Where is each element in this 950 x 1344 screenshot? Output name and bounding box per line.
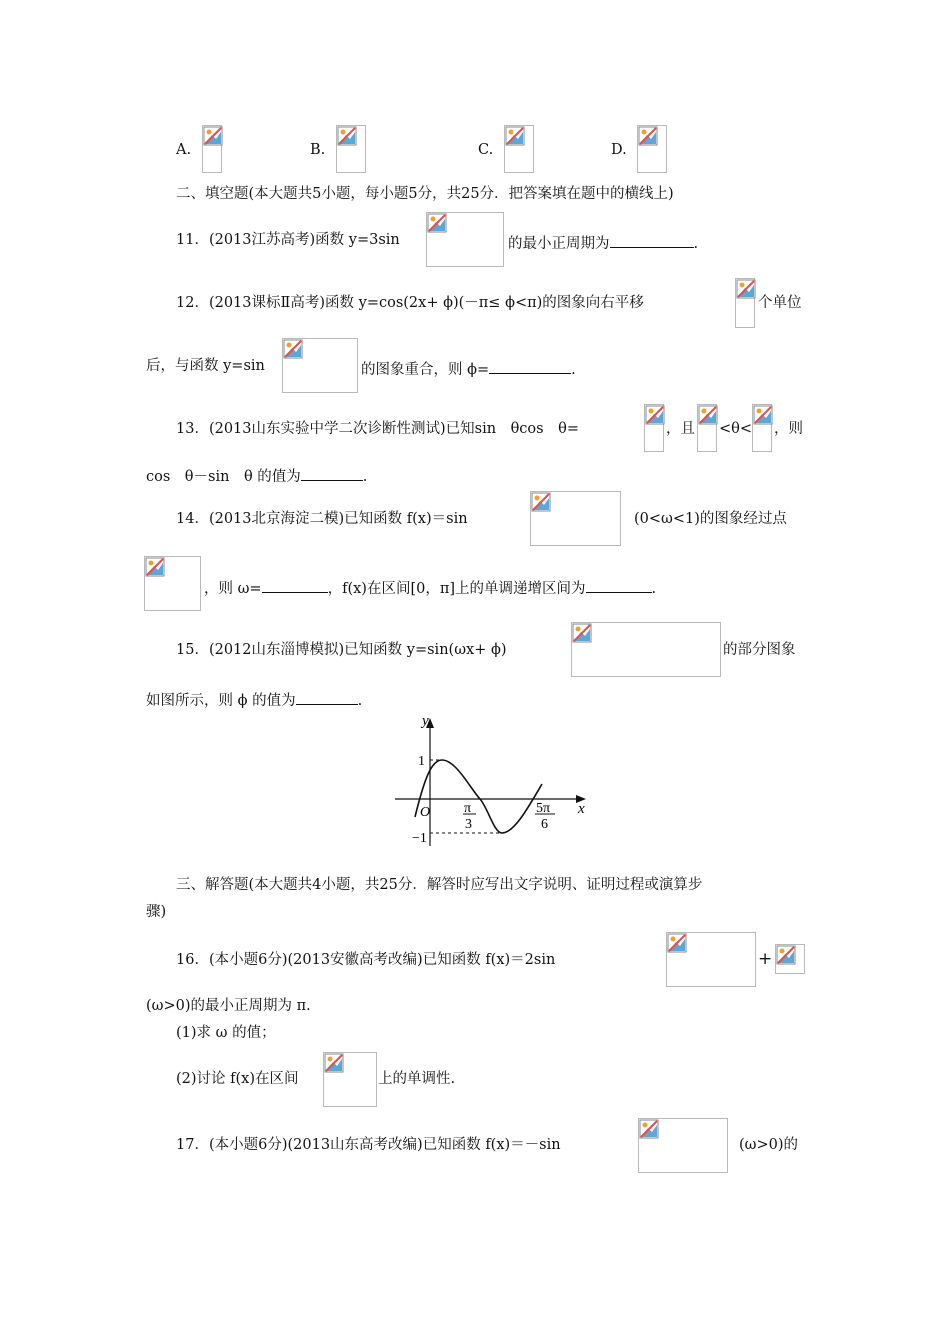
q16-line2: (ω>0)的最小正周期为 π. — [146, 998, 311, 1014]
q16-text: 16．(本小题6分)(2013安徽高考改编)已知函数 f(x)＝2sin — [176, 952, 556, 968]
q14-point-image — [144, 556, 201, 611]
broken-image-icon — [427, 213, 447, 233]
q15-text: 15．(2012山东淄博模拟)已知函数 y=sin(ωx+ ϕ) — [176, 642, 507, 658]
broken-image-icon — [145, 557, 165, 577]
q15-condition-image — [571, 622, 721, 677]
q12-tail: 个单位 — [758, 295, 802, 311]
broken-image-icon — [753, 405, 773, 425]
q12-text: 12．(2013课标Ⅱ高考)函数 y=cos(2x+ ϕ)(－π≤ ϕ<π)的图象向右平移 — [176, 295, 644, 311]
broken-image-icon — [736, 279, 756, 299]
section-3-header-cont: 骤) — [146, 904, 167, 920]
option-b-image — [336, 125, 366, 173]
broken-image-icon — [572, 623, 592, 643]
q13-mid1: ，且 — [666, 421, 695, 437]
tick-label-1: 1 — [418, 754, 425, 769]
option-a-label: A. — [176, 142, 192, 158]
q13-lower-bound-image — [697, 404, 717, 452]
q13-text: 13．(2013山东实验中学二次诊断性测试)已知sin θcos θ= — [176, 421, 579, 437]
origin-label: O — [420, 805, 431, 820]
q16-part1: (1)求 ω 的值； — [176, 1025, 276, 1041]
sine-graph-figure — [390, 708, 600, 850]
answer-blank[interactable] — [301, 466, 363, 481]
broken-image-icon — [505, 126, 525, 146]
tick-5pi-denominator: 6 — [541, 817, 548, 832]
q11-formula-image — [426, 212, 504, 267]
q17-tail: (ω>0)的 — [739, 1137, 799, 1153]
q14-formula-image — [530, 491, 621, 546]
broken-image-icon — [667, 933, 687, 953]
tick-pi-denominator: 3 — [465, 817, 472, 832]
q14-tail: (0<ω<1)的图象经过点 — [634, 511, 787, 527]
q11-tail: 的最小正周期为 . — [508, 233, 698, 252]
q11-text: 11．(2013江苏高考)函数 y=3sin — [176, 232, 400, 248]
answer-blank[interactable] — [489, 359, 571, 374]
broken-image-icon — [698, 405, 718, 425]
q17-formula-image — [638, 1118, 728, 1173]
q13-mid2: <θ< — [719, 421, 753, 437]
tick-label-neg1: −1 — [412, 831, 427, 846]
option-c-image — [504, 125, 534, 173]
answer-blank-interval[interactable] — [586, 578, 652, 593]
section-2-header: 二、填空题(本大题共5小题，每小题5分，共25分．把答案填在题中的横线上) — [176, 186, 674, 202]
q12-line2-tail: 的图象重合，则 ϕ= . — [361, 359, 576, 378]
q16-interval-image — [323, 1052, 377, 1107]
tick-pi-numerator: π — [464, 801, 472, 816]
q16-plus: + — [758, 949, 773, 969]
broken-image-icon — [203, 126, 223, 146]
q13-mid3: ，则 — [774, 421, 803, 437]
tick-5pi-numerator: 5π — [536, 801, 551, 816]
q14-text: 14．(2013北京海淀二模)已知函数 f(x)＝sin — [176, 511, 468, 527]
q17-text: 17．(本小题6分)(2013山东高考改编)已知函数 f(x)＝－sin — [176, 1137, 561, 1153]
q12-line2: 后，与函数 y=sin — [146, 358, 265, 374]
option-b-label: B. — [310, 142, 326, 158]
answer-blank-omega[interactable] — [262, 578, 328, 593]
broken-image-icon — [324, 1053, 344, 1073]
answer-blank[interactable] — [610, 233, 694, 248]
option-d-image — [637, 125, 667, 173]
q13-value-image — [644, 404, 664, 452]
q16-part2: (2)讨论 f(x)在区间 — [176, 1071, 299, 1087]
q15-line2: 如图所示，则 ϕ 的值为 . — [146, 690, 362, 709]
q13-line2: cos θ－sin θ 的值为 . — [146, 466, 367, 485]
q12-shift-image — [735, 278, 755, 328]
q12-formula-image — [282, 338, 358, 393]
y-axis-label: y — [422, 713, 429, 729]
q13-upper-bound-image — [752, 404, 772, 452]
answer-blank[interactable] — [296, 690, 358, 705]
broken-image-icon — [645, 405, 665, 425]
section-3-header: 三、解答题(本大题共4小题，共25分．解答时应写出文字说明、证明过程或演算步 — [176, 877, 703, 893]
sine-curve — [415, 760, 542, 833]
broken-image-icon — [337, 126, 357, 146]
broken-image-icon — [531, 492, 551, 512]
option-a-image — [202, 125, 222, 173]
broken-image-icon — [776, 945, 796, 965]
option-c-label: C. — [478, 142, 494, 158]
x-axis-label: x — [578, 801, 585, 817]
broken-image-icon — [638, 126, 658, 146]
option-d-label: D. — [611, 142, 627, 158]
q16-part2-tail: 上的单调性. — [378, 1071, 456, 1087]
q14-line2: ，则 ω= ，f(x)在区间[0，π]上的单调递增区间为 . — [204, 578, 656, 597]
q16-formula-image — [666, 932, 756, 987]
q16-constant-image — [775, 944, 805, 974]
q15-tail: 的部分图象 — [723, 642, 796, 658]
broken-image-icon — [639, 1119, 659, 1139]
broken-image-icon — [283, 339, 303, 359]
